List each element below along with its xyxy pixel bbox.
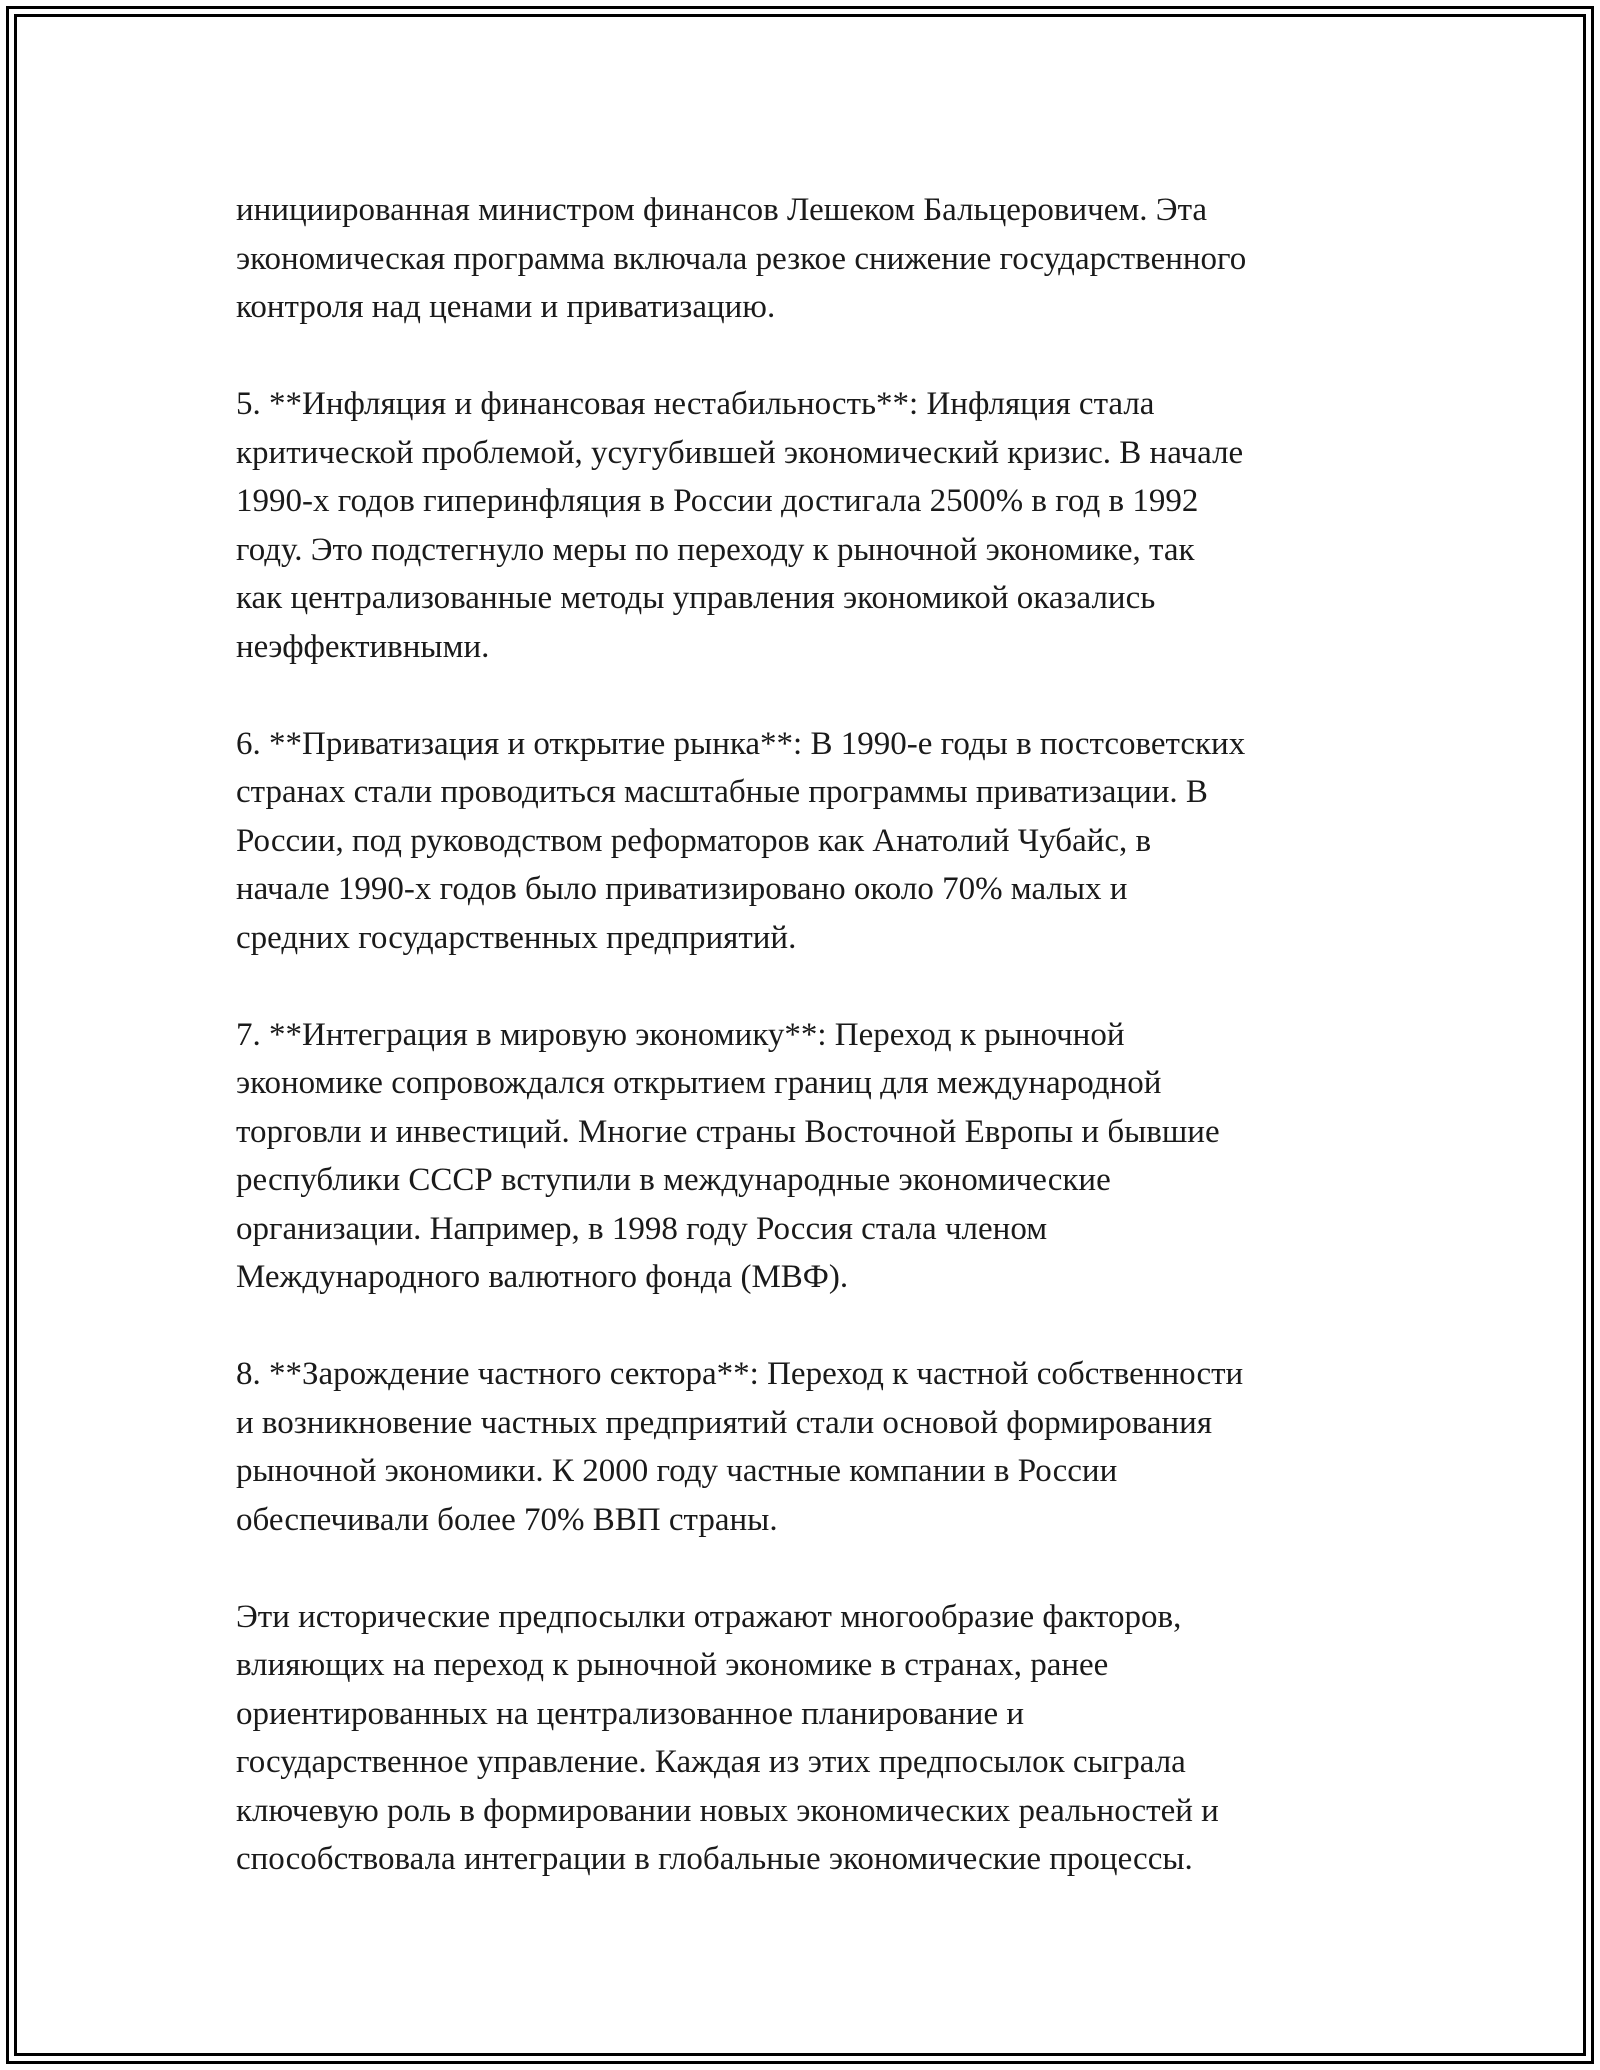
paragraph-conclusion: Эти исторические предпосылки отражают многообразие факторов, влияющих на переход к рыночной экономике в странах, ранее ориентированных на централизованное планирование и государственное управление. Каждая из этих предпосылок сыграла ключевую роль в формировании новых экономических реальностей и способствовала интеграции в глобальные экономические процессы. xyxy=(236,1598,1219,1877)
paragraph-item-6: 6. **Приватизация и открытие рынка**: В 1990-е годы в постсоветских странах стали проводиться масштабные программы приватизации. В России, под руководством реформаторов как Анатолий Чубайс, в начале 1990-х годов было приватизировано около 70% малых и средних государственных предприятий. xyxy=(236,725,1246,956)
paragraph-item-8: 8. **Зарождение частного сектора**: Переход к частной собственности и возникновение частных предприятий стали основой формирования рыночной экономики. К 2000 году частные компании в России обеспечивали более 70% ВВП страны. xyxy=(236,1356,1244,1538)
paragraph-continuation: инициированная министром финансов Лешеком Бальцеровичем. Эта экономическая программа включала резкое снижение государственного контроля над ценами и приватизацию. xyxy=(236,192,1247,325)
paragraph-item-7: 7. **Интеграция в мировую экономику**: Переход к рыночной экономике сопровождался открытием границ для международной торговли и инвестиций. Многие страны Восточной Европы и бывшие республики СССР вступили в международные экономические организации. Например, в 1998 году Россия стала членом Международного валютного фонда (МВФ). xyxy=(236,1016,1220,1295)
paragraph-item-5: 5. **Инфляция и финансовая нестабильность**: Инфляция стала критической проблемой, усугубившей экономический кризис. В начале 1990-х годов гиперинфляция в России достигала 2500% в год в 1992 году. Это подстегнуло меры по переходу к рыночной экономике, так как централизованные методы управления экономикой оказались неэффективными. xyxy=(236,386,1244,665)
document-body xyxy=(236,186,1436,1884)
